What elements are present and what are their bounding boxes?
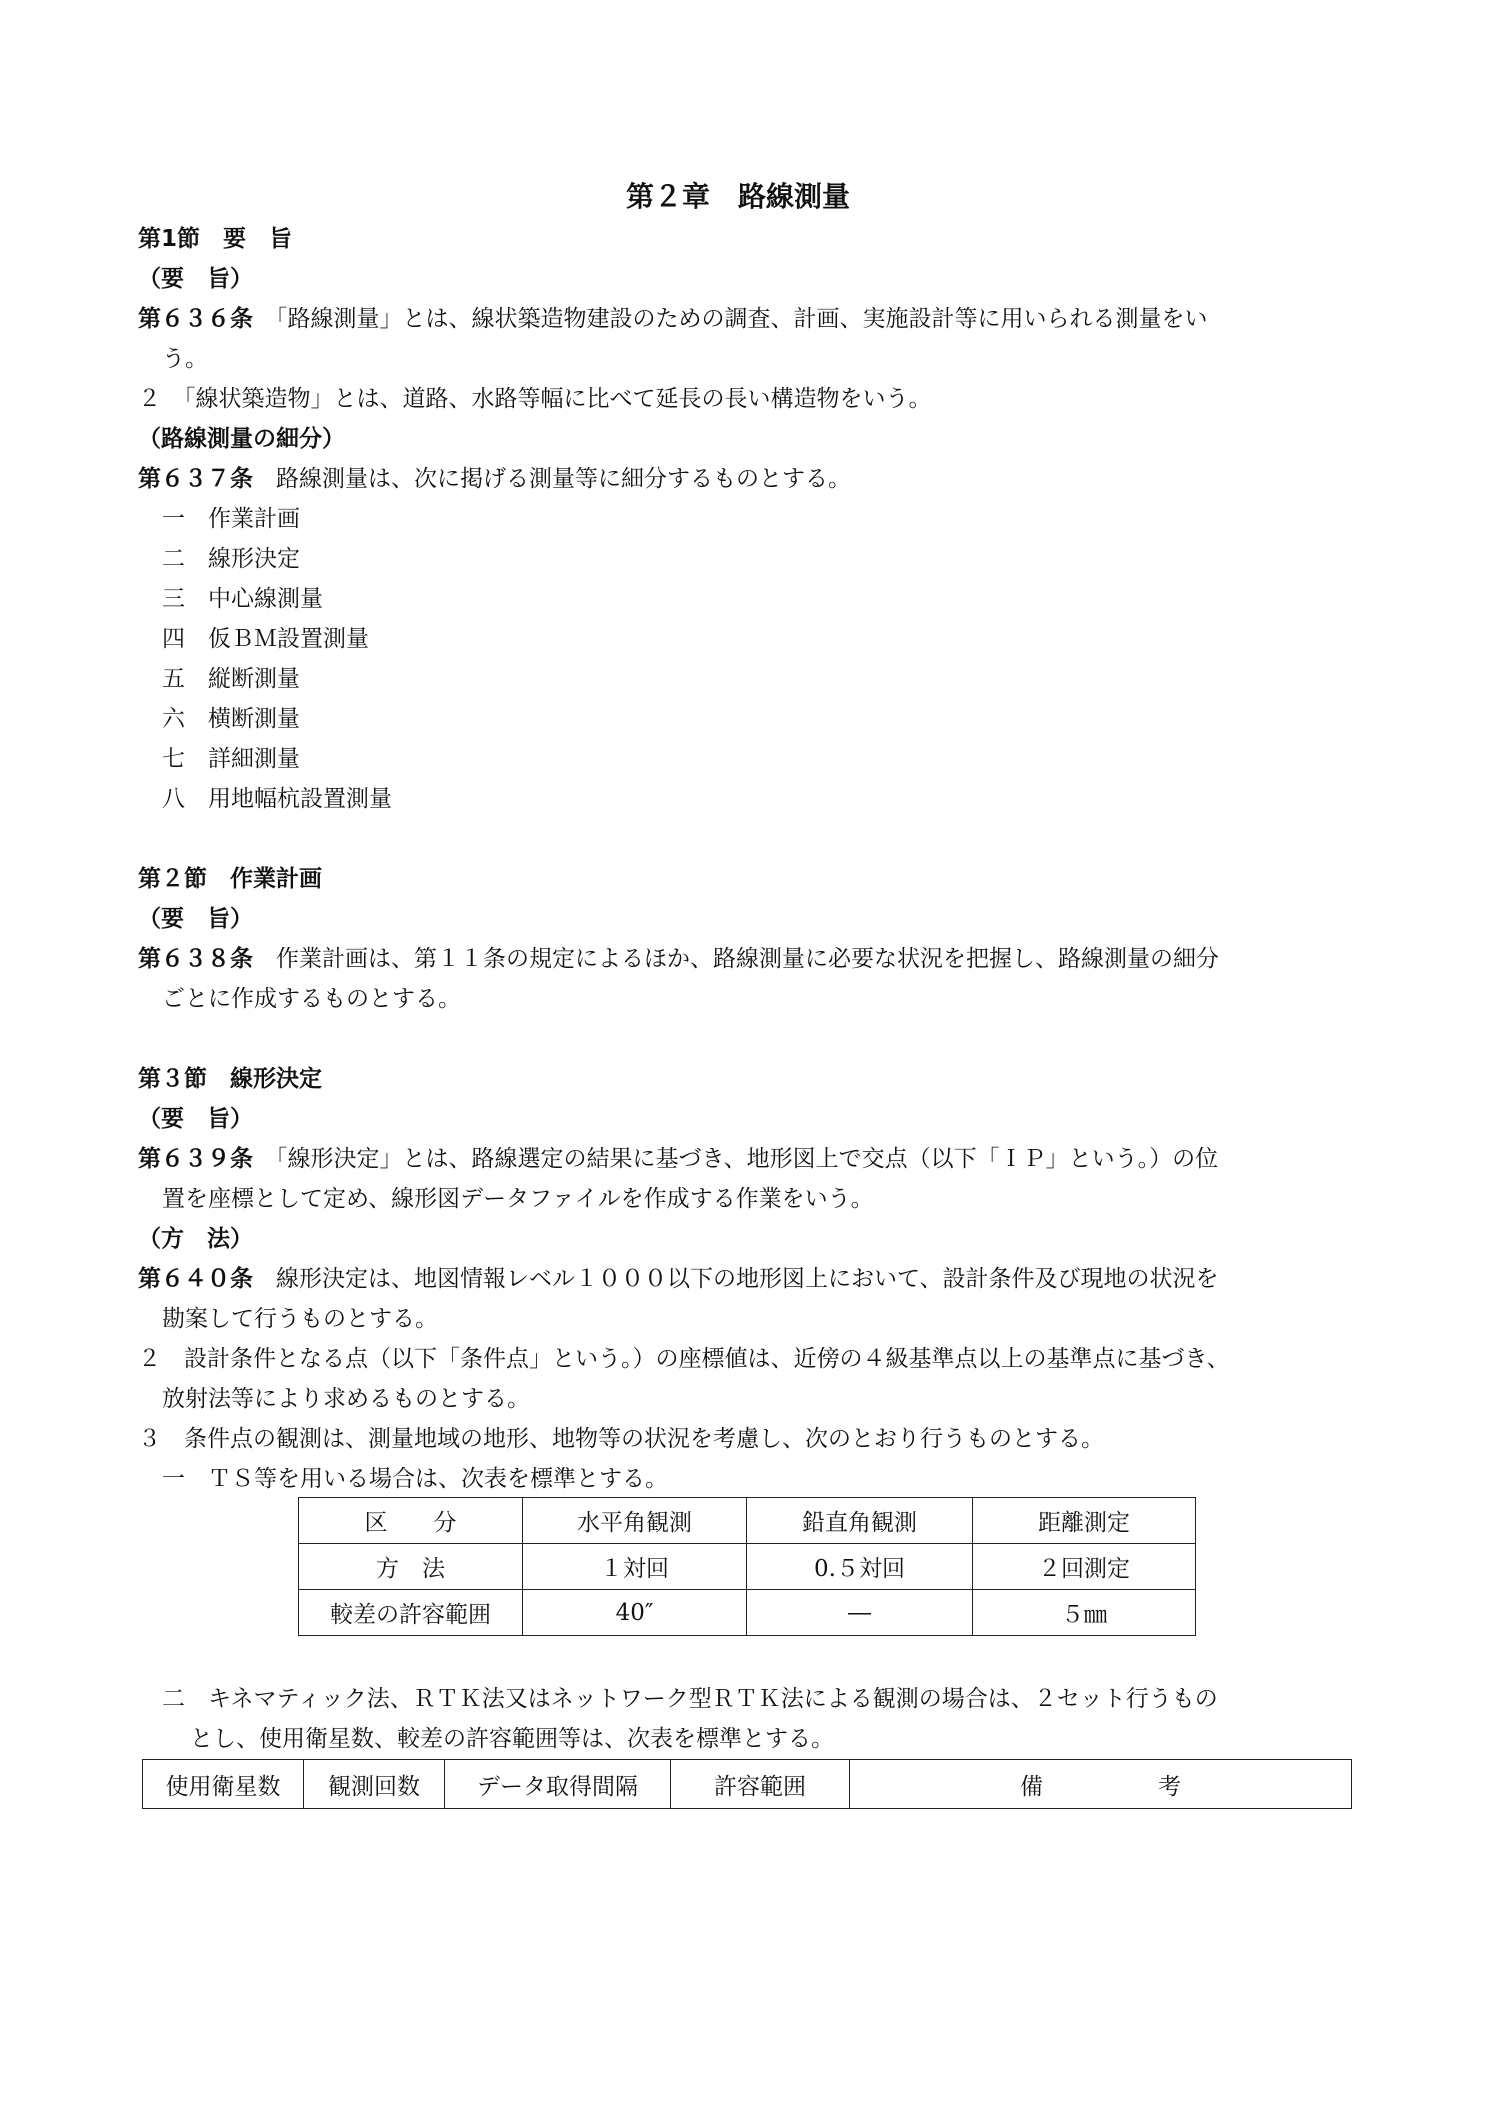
table-header-row (299, 1498, 1196, 1544)
table-header-cell: 許容範囲 (671, 1760, 850, 1809)
table-cell: 0.５対回 (747, 1544, 973, 1590)
article-636-text: 「路線測量」とは、線状築造物建設のための調査、計画、実施設計等に用いられる測量をい (253, 306, 1208, 332)
table-cell: １対回 (523, 1544, 747, 1590)
article-637-text: 路線測量は、次に掲げる測量等に細分するものとする。 (253, 466, 851, 492)
article-640-para2-line2: 放射法等により求めるものとする。 (162, 1386, 530, 1412)
article-640-number: 第６４０条 (138, 1266, 253, 1292)
table-cell: ５㎜ (973, 1590, 1196, 1636)
caption-yoshi-2: （要 旨） (138, 906, 253, 932)
article-639-line2: 置を座標として定め、線形図データファイルを作成する作業をいう。 (162, 1186, 874, 1212)
article-636-number: 第６３６条 (138, 306, 253, 332)
list-item: 三 中心線測量 (162, 586, 323, 612)
list-item: 二 線形決定 (162, 546, 300, 572)
table-cell: 方 法 (299, 1544, 523, 1590)
list-item: 六 横断測量 (162, 706, 300, 732)
article-638-number: 第６３８条 (138, 946, 253, 972)
ts-intro: 一 ＴＳ等を用いる場合は、次表を標準とする。 (162, 1466, 668, 1492)
article-638-text: 作業計画は、第１１条の規定によるほか、路線測量に必要な状況を把握し、路線測量の細分 (253, 946, 1219, 972)
table-header-cell: 使用衛星数 (143, 1760, 304, 1809)
section-3-heading: 第３節 線形決定 (138, 1066, 322, 1092)
table-row (299, 1590, 1196, 1636)
article-636-line1 (138, 299, 1208, 339)
article-637-line1 (138, 459, 851, 499)
article-636-para2: ２ 「線状築造物」とは、道路、水路等幅に比べて延長の長い構造物をいう。 (138, 386, 932, 412)
article-640-line2: 勘案して行うものとする。 (162, 1306, 438, 1332)
table-cell: ― (747, 1590, 973, 1636)
rtk-observation-table (142, 1759, 1352, 1809)
table-header-cell: 観測回数 (304, 1760, 445, 1809)
rtk-intro-line1: 二 キネマティック法、ＲＴＫ法又はネットワーク型ＲＴＫ法による観測の場合は、２セット行うもの (162, 1686, 1218, 1712)
caption-subdivision: （路線測量の細分） (138, 426, 345, 452)
table-header-cell: 鉛直角観測 (747, 1498, 973, 1544)
article-639-text: 「線形決定」とは、路線選定の結果に基づき、地形図上で交点（以下「ＩＰ」という。）の位 (253, 1146, 1219, 1172)
article-636-line2: う。 (162, 346, 208, 372)
table-header-cell: データ取得間隔 (445, 1760, 671, 1809)
section-1-heading: 第1節 要 旨 (138, 226, 293, 252)
caption-yoshi-3: （要 旨） (138, 1106, 253, 1132)
article-640-para2-line1: ２ 設計条件となる点（以下「条件点」という。）の座標値は、近傍の４級基準点以上の基準点に基づき、 (138, 1346, 1230, 1372)
table-header-cell: 水平角観測 (523, 1498, 747, 1544)
ts-observation-table (298, 1497, 1196, 1636)
article-640-line1 (138, 1259, 1219, 1299)
table-cell: 40″ (523, 1590, 747, 1636)
article-639-line1 (138, 1139, 1218, 1179)
article-640-text: 線形決定は、地図情報レベル１０００以下の地形図上において、設計条件及び現地の状況を (253, 1266, 1219, 1292)
table-header-cell: 区 分 (299, 1498, 523, 1544)
table-header-cell: 備 考 (850, 1760, 1352, 1809)
article-639-number: 第６３９条 (138, 1146, 253, 1172)
caption-yoshi-1: （要 旨） (138, 266, 253, 292)
list-item: 七 詳細測量 (162, 746, 300, 772)
table-header-row (143, 1760, 1352, 1809)
rtk-intro-line2: とし、使用衛星数、較差の許容範囲等は、次表を標準とする。 (190, 1726, 834, 1752)
article-638-line2: ごとに作成するものとする。 (162, 986, 461, 1012)
article-637-number: 第６３７条 (138, 466, 253, 492)
table-cell: 較差の許容範囲 (299, 1590, 523, 1636)
article-640-para3: ３ 条件点の観測は、測量地域の地形、地物等の状況を考慮し、次のとおり行うものとする。 (138, 1426, 1104, 1452)
section-2-heading: 第２節 作業計画 (138, 866, 322, 892)
list-item: 八 用地幅杭設置測量 (162, 786, 392, 812)
article-638-line1 (138, 939, 1219, 979)
chapter-title: 第２章 路線測量 (626, 180, 851, 213)
list-item: 一 作業計画 (162, 506, 300, 532)
table-row (299, 1544, 1196, 1590)
list-item: 四 仮ＢＭ設置測量 (162, 626, 369, 652)
caption-method: （方 法） (138, 1226, 253, 1252)
list-item: 五 縦断測量 (162, 666, 300, 692)
table-cell: ２回測定 (973, 1544, 1196, 1590)
table-header-cell: 距離測定 (973, 1498, 1196, 1544)
